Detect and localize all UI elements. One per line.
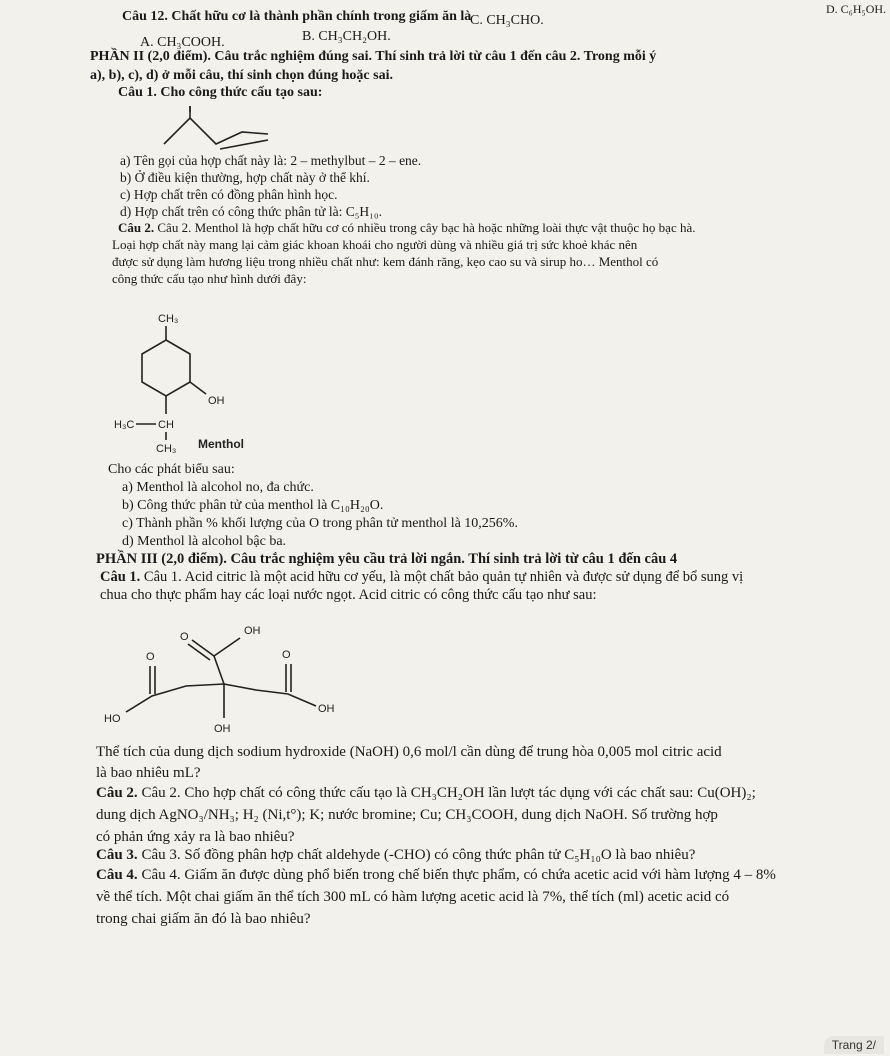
part-3-q2-line1: Câu 2. Câu 2. Cho hợp chất có công thức cấu tạo là CH₃CH₂OH lần lượt tác dụng với các chất sau: Cu(OH)₂; bbox=[96, 785, 756, 801]
part-2-q2-c: c) Thành phần % khối lượng của O trong phân tử menthol là 10,256%. bbox=[122, 516, 518, 531]
part-3-q2-line1-text: Câu 2. Cho hợp chất có công thức cấu tạo là CH₃CH₂OH lần lượt tác dụng với các chất sau: Cu(OH)₂; bbox=[141, 785, 756, 801]
part-2-q1-a: a) Tên gọi của hợp chất này là: 2 – methylbut – 2 – ene. bbox=[120, 153, 422, 168]
part-2-q2-intro: Cho các phát biểu sau: bbox=[108, 462, 235, 477]
menthol-ring bbox=[142, 340, 190, 396]
part-3-q2-line2: dung dịch AgNO₃/NH₃; H₂ (Ni,t°); K; nước bromine; Cu; CH₃COOH, dung dịch NaOH. Số trường hợp bbox=[96, 807, 718, 823]
part-3-q1-line3: Thể tích của dung dịch sodium hydroxide (NaOH) 0,6 mol/l cần dùng để trung hòa 0,005 mol citric acid bbox=[96, 744, 722, 760]
option-c: C. CH₃CHO. bbox=[470, 13, 544, 28]
part-3-q3-line1: Câu 3. Câu 3. Số đồng phân hợp chất aldehyde (-CHO) có công thức phân tử C₅H₁₀O là bao nhiêu? bbox=[96, 847, 696, 863]
citric-o1: O bbox=[180, 631, 189, 643]
part-3-header bbox=[96, 550, 677, 568]
option-d: D. C₆H₅OH. bbox=[826, 2, 887, 16]
menthol-structure bbox=[108, 306, 278, 456]
carbon-skeleton bbox=[164, 118, 268, 144]
citric-oh3: OH bbox=[214, 723, 231, 735]
methylbutene-structure bbox=[150, 104, 290, 150]
part-3-q1-line1: Câu 1. Câu 1. Acid citric là một acid hữu cơ yếu, là một chất bảo quản tự nhiên và được sử dụng để bổ sung vị bbox=[100, 569, 744, 585]
option-a: A. CH₃COOH. bbox=[140, 35, 225, 50]
citric-dbond-b bbox=[188, 644, 210, 660]
part-3-q4-line1-text: Câu 4. Giấm ăn được dùng phổ biến trong chế biến thực phẩm, có chứa acetic acid với hàm lượng 4 – 8% bbox=[141, 867, 776, 883]
part-2-q2-b: b) Công thức phân tử của menthol là C₁₀H₂₀O. bbox=[122, 498, 384, 513]
page-number: Trang 2/ bbox=[824, 1036, 884, 1054]
citric-ho: HO bbox=[104, 713, 121, 725]
part-2-q2-line3: được sử dụng làm hương liệu trong nhiều chất như: kem đánh răng, kẹo cao su và sirup ho… Menthol có bbox=[112, 254, 659, 269]
citric-o2: O bbox=[146, 651, 155, 663]
part-2-header-bold: PHẦN II (2,0 điểm). Câu trắc nghiệm đúng sai. bbox=[90, 49, 372, 64]
part-3-header-bold: PHẦN III (2,0 điểm). Câu trắc nghiệm yêu cầu trả lời ngắn. bbox=[96, 551, 465, 567]
part-3-q4-line2: về thể tích. Một chai giấm ăn thể tích 300 mL có hàm lượng acetic acid là 7%, thể tích (ml) acetic acid có bbox=[96, 889, 730, 905]
citric-dbond-a bbox=[192, 640, 214, 656]
part-2-q2-line1-text: Câu 2. Menthol là hợp chất hữu cơ có nhiều trong cây bạc hà hoặc những loài thực vật thuộc họ bạc hà. bbox=[157, 220, 696, 235]
part-3-q1-line2: chua cho thực phẩm hay các loại nước ngọt. Acid citric có công thức cấu tạo như sau: bbox=[100, 587, 597, 603]
part-3-q2-line3: có phản ứng xảy ra là bao nhiêu? bbox=[96, 829, 295, 845]
part-2-q2-d: d) Menthol là alcohol bậc ba. bbox=[122, 534, 287, 549]
part-2-q2-line2: Loại hợp chất này mang lại cảm giác khoan khoái cho người dùng và nhiều giá trị sức khoẻ khác nên bbox=[112, 237, 638, 252]
part-2-instructions: a), b), c), d) ở mỗi câu, thí sinh chọn đúng hoặc sai. bbox=[90, 68, 393, 83]
citric-oh1: OH bbox=[244, 625, 261, 637]
part-2-q1-title: Câu 1. Cho công thức cấu tạo sau: bbox=[118, 85, 323, 100]
menthol-ch3-top: CH₃ bbox=[158, 313, 179, 325]
part-3-q1-line1-text: Câu 1. Acid citric là một acid hữu cơ yếu, là một chất bảo quản tự nhiên và được sử dụng để bổ sung vị bbox=[143, 569, 744, 585]
part-2-header bbox=[90, 48, 656, 66]
citric-bond-oh1 bbox=[214, 638, 240, 656]
menthol-bond-oh bbox=[190, 382, 206, 394]
double-bond-second bbox=[220, 140, 268, 149]
part-3-q1-line4: là bao nhiêu mL? bbox=[96, 765, 201, 781]
menthol-oh-label: OH bbox=[208, 395, 225, 407]
part-2-q1-b: b) Ở điều kiện thường, hợp chất này ở thể khí. bbox=[120, 170, 370, 185]
part-2-q2-a: a) Menthol là alcohol no, đa chức. bbox=[122, 480, 314, 495]
menthol-h3c-label: H₃C bbox=[114, 419, 135, 431]
part-3-q4-line1: Câu 4. Câu 4. Giấm ăn được dùng phổ biến trong chế biến thực phẩm, có chứa acetic acid với hàm lượng 4 – 8% bbox=[96, 867, 776, 883]
question-12-text: Câu 12. Chất hữu cơ là thành phần chính trong giấm ăn là bbox=[122, 9, 472, 24]
part-2-q2-line4: công thức cấu tạo như hình dưới đây: bbox=[112, 271, 307, 286]
part-2-q1-d: d) Hợp chất trên có công thức phân tử là: C₅H₁₀. bbox=[120, 204, 382, 219]
part-2-q1-c: c) Hợp chất trên có đồng phân hình học. bbox=[120, 187, 338, 202]
menthol-ch-label: CH bbox=[158, 419, 174, 431]
citric-o3: O bbox=[282, 649, 291, 661]
part-2-header-rest: Thí sinh trả lời từ câu 1 đến câu 2. Trong mỗi ý bbox=[371, 49, 657, 64]
part-3-header-rest: Thí sinh trả lời từ câu 1 đến câu 4 bbox=[464, 551, 678, 567]
menthol-caption: Menthol bbox=[198, 437, 244, 451]
citric-oh2: OH bbox=[318, 703, 335, 715]
menthol-ch3-bottom: CH₃ bbox=[156, 443, 177, 455]
citric-acid-structure bbox=[96, 614, 356, 736]
option-b: B. CH₃CH₂OH. bbox=[302, 29, 391, 44]
part-2-q2-line1: Câu 2. Câu 2. Menthol là hợp chất hữu cơ có nhiều trong cây bạc hà hoặc những loài thực vật thuộc họ bạc hà. bbox=[118, 220, 696, 235]
citric-bond-center bbox=[214, 656, 224, 684]
part-3-q3-line1-text: Câu 3. Số đồng phân hợp chất aldehyde (-CHO) có công thức phân tử C₅H₁₀O là bao nhiêu? bbox=[141, 847, 696, 863]
part-3-q4-line3: trong chai giấm ăn đó là bao nhiêu? bbox=[96, 911, 311, 927]
